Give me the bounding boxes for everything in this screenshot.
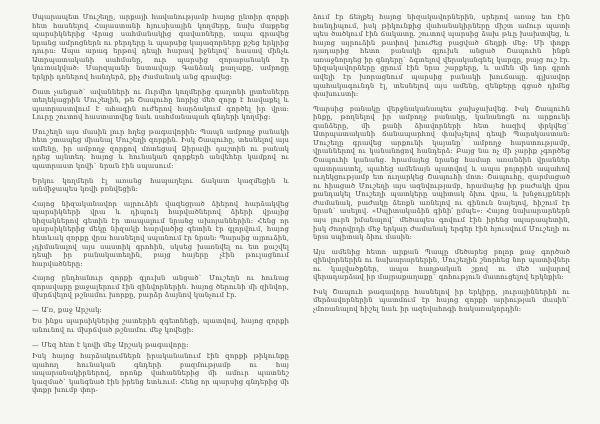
paragraph: Ես ինքս պարսիկներից շատերին զգետնեցի, պատվով, հայոց զորքի անունով ու մխրճված թշնամու մեջ կռվեցի։ — [32, 317, 289, 334]
left-column — [32, 13, 289, 412]
two-column-layout — [32, 13, 570, 412]
paragraph: Իսկ հայոց հարձակումներն իրականանում էին զորքի թիկունքը պահող հունական գնդերի բազմությամբ ու հայ ապարանակիրներով, որոնք վահաններից մի ամուր պատնեշ կազմած` կանգնած էին իրենց ետևում։ Հենց որ պարսից գնդերից մի փոքր խումբ փոր- — [32, 352, 289, 395]
paragraph: Այս ամենից հետո արքան Պապը մեծարեց բոլոր քաջ գործած զինվորներին ու նախարարներին, Մուշեղին շնորհեց նոր պատիվներ ու կալվածքներ, ապա հաղթական շքով ու մեծ ավարով վերադարձավ իր մայրաքաղաքը` գոհություն մատուցելով երկնքին։ — [313, 247, 570, 282]
paragraph: Հայոց ընդհանուր զորքի գլուխն անցած` Մուշեղն ու հունաց զորավարը քաջալերում էին զինվորներին. հայոց ծերունի մի զինվոր, մխրճվելով թշնամու խորքը, բարձր ձայնով կանչում էր. — [32, 274, 289, 300]
paragraph: Պարսից բանակը վերջնականապես ջախջախվեց. Իսկ Շապուհն ինքը, թողնելով իր ամբողջ բանակը, կանանոցն ու արքունի գանձերը, մի քանի ձիավորների հետ հազիվ փրկվեց` Ատրպատականի ճանապարհով փախչելով դեպի Պարսկաստան։ Մուշեղը գրավեց արքունի կայանը` ամբողջ հարստությամբ, վրաններով ու կանանոցով հանդերձ։ Բայց նա ոչ մի չարիք չգործեց Շապուհի կանանց. հրամայեց նրանց համար առանձին վրաններ պատրաստել, պահեց ամենայն պատվով և ապա բոլորին ապահով ուղեկցությամբ ետ ուղարկեց Շապուհի մոտ։ Շապուհը, զարմացած ու հիացած Մուշեղի այս ազնվությամբ, հրամայեց իր բաժակի վրա քանդակել Մուշեղի պատկերը սպիտակ ձիու վրա, և խնջույքների ժամանակ, բաժակը ձեռքն առնելով ու գինուն նայելով, հիշում էր նրան` ասելով. «Սպիտակաձին գինի՛ ըմպե»։ Հայոց նախարարներն այս լուրն իմանալով` մեծապես գովում էին իրենց սպարապետին, իսկ ժողովրդի մեջ երկար ժամանակ երգեր էին հյուսվում Մուշեղի ու նրա սպիտակ ձիու մասին։ — [313, 104, 570, 242]
paragraph: Շատ չանցած` ավանների ու Ուրմիո կողմերից գաղտնի լրտեսները տեղեկացրին Մուշեղին, թե Շապուհը նորից մեծ զորք է հավաքել և պատրաստվում է ահագին ուժերով հարձակում գործել իր վրա։ Լուրը շուտով հաստատվեց նաև սահմանապահ գնդերի կողմից։ — [32, 87, 289, 122]
paragraph: Սպարապետ Մուշեղը, արքայի հավանությամբ հայոց ընտիր զորքի հետ հասնելով Հայաստանի հյուսիսային կողմերը, նախ մաքրեց պարսիկներից Վրաց սահմանակից գավառները, ապա գրավեց նրանց ամրոցներն ու բերդերը և պարսից կայազորները քշեց երկրից դուրս։ Ապա արագ երթով դեպի հարավ իջնելով` հասավ մինչև Ատրպատականի սահմանը, ուր պարսից զորաբանակն էր կուտակված։ Մարզպանի նստավայր Գանձակ քաղաքը, ամրոցը երկրի դռներով հանդերձ, քիչ ժամանակ անց գրավեց։ — [32, 13, 289, 81]
dialogue-line: — Ա՛ռ, քաջ Արշակ։ — [32, 305, 102, 314]
dialogue-line: — Մեզ հետ է կռվի մեջ Արշակ թագավորը։ — [32, 340, 189, 349]
paragraph: Երկու կողմերն էլ առանց հապաղելու ճակատ կազմեցին և անմիջապես կռվի բռնվեցին։ — [32, 176, 289, 194]
right-column — [313, 13, 570, 412]
paragraph: Մուշեղն այս մասին լուր հղեց թագավորին։ Պապն ամբողջ բանակի հետ շտապեց միանալ Մուշեղի զորքին. Իսկ Շապուհը, տեսնելով այս ամենը, իր ամբողջ զորքով մոտեցավ Ձիրավի դաշտին ու բանակ դրեց այնտեղ. հայոց և հունական զորքերն անվեհեր կամքով ու պատրաստ կռվի` նրան էին սպասում։ — [32, 127, 289, 170]
paragraph: Հայոց նիզականավոր այրուձին վազեցրած ձիերով հարձակվեց պարսիկների վրա և դիպուկ հարվածներով ձիերի վրայից նիզակներով գետին էր տապալում նրանց ախոյաններին։ Հենց որ պարսիկներից մեկը նիզակի հարվածից գետին էր գլորվում, հայոց հետևակ զորքը վրա հասնելով սպանում էր նրան։ Պարսից այրուձին, չդիմանալով այս սաստիկ գրոհին, սկսեց խառնվել ու ետ քաշվել դեպի իր բանակատեղին, բայց հայերը չէին թուլացնում հարվածները։ — [32, 199, 289, 268]
paragraph: ձում էր ճեղքել հայոց նիզակավորներին, սրերով առաջ ետ էին հանդիպում, իսկ թիկունքից վահանակիրները միշտ ամուր պատի պես ծածկում էին ճակատը. շուտով պարսից ձախ թևը խախտվեց, և հայոց այրուձին թափով խուժեց բացված ճեղքի մեջ։ Մի փոքր դադարից հետո բանակի գլուխն անցած Շապուհն ինքն առաջնորդեց իր գնդերը` ձգտելով վերականգնել կարգը, բայց ուշ էր. նիզակավորները ցրում էին նրա շարքերը, և ամեն մի նոր գրոհ ավելի էր խորացնում պարսից բանակի խուճապը. գլխավոր պահակագունդն էլ, տեսնելով այս ամենը, զենքերը գցած դիմեց փախուստի։ — [313, 13, 570, 99]
paragraph: Իսկ Շապուհ թագավորը հասնելով իր երկիրը, յուրայիններին ու մերձավորներին պատմում էր հայոց զորքի արիության մասին` չմոռանալով հիշել նաև իր ազնվահոգի հակառակորդին։ — [313, 287, 570, 313]
